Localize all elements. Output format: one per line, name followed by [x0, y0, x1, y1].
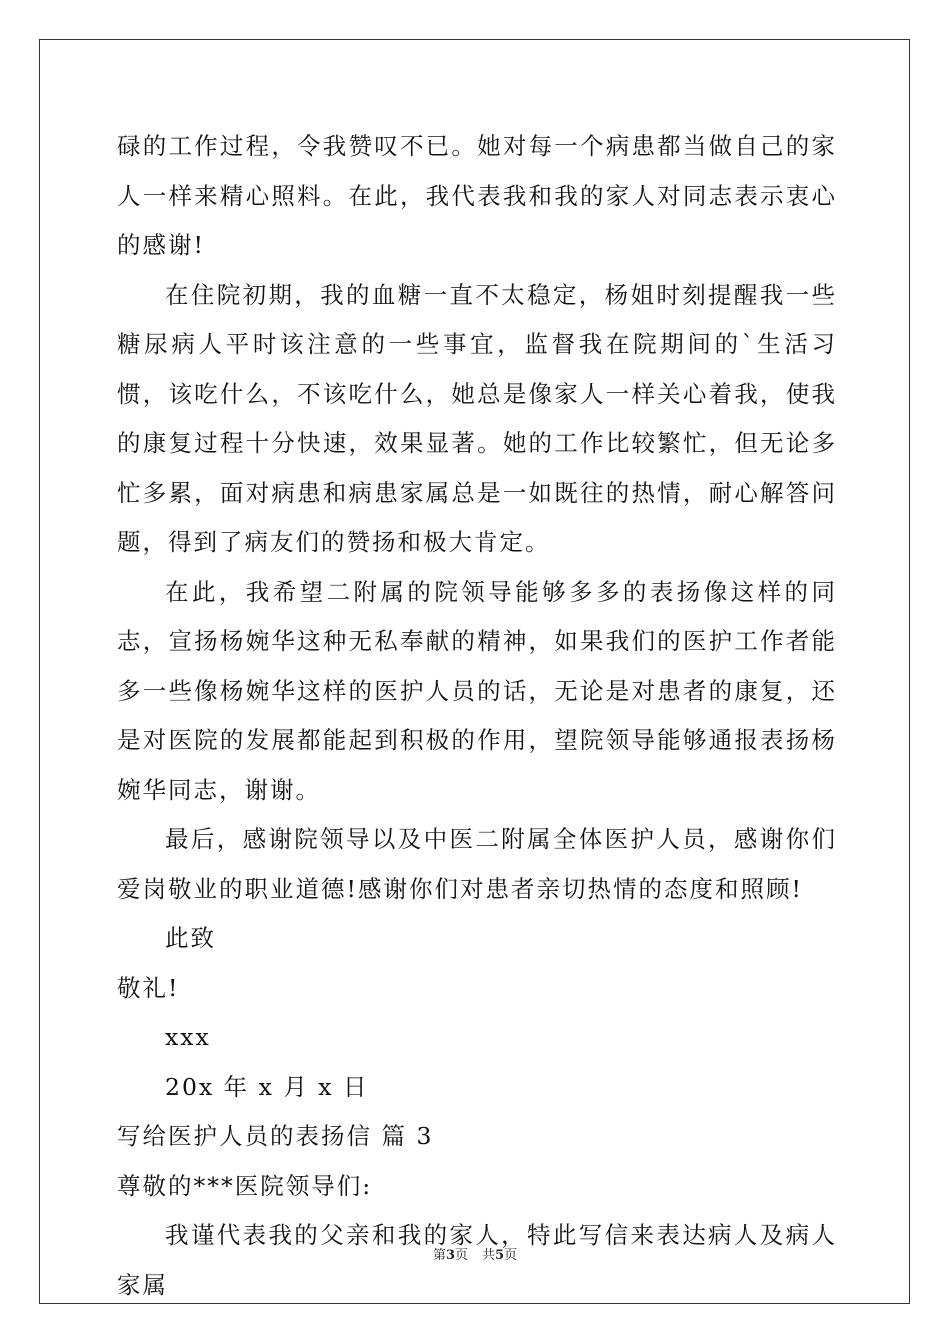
paragraph: 碌的工作过程，令我赞叹不已。她对每一个病患都当做自己的家人一样来精心照料。在此，我代表我和我的家人对同志表示衷心的感谢! — [117, 132, 837, 259]
page-suffix: 页 — [454, 1248, 468, 1263]
total-suffix: 页 — [504, 1248, 518, 1263]
page-prefix: 第 — [432, 1248, 446, 1263]
total-pages: 5 — [495, 1248, 505, 1263]
signature: xxx — [165, 1023, 211, 1051]
letter-greeting: 尊敬的***医院领导们: — [117, 1171, 373, 1200]
paragraph: 在此，我希望二附属的院领导能够多多的表扬像这样的同志，宣扬杨婉华这种无私奉献的精神，如果我们的医护工作者能多一些像杨婉华这样的医护人员的话，无论是对患者的康复，还是对医院的发展都能起到积极的作用，望院领导能够通报表扬杨婉华同志，谢谢。 — [117, 577, 837, 804]
page-number: 3 — [445, 1248, 455, 1263]
date-line: 20x 年 x 月 x 日 — [165, 1072, 369, 1101]
page-footer — [0, 1247, 950, 1265]
document-body — [117, 122, 837, 1310]
section-title: 写给医护人员的表扬信 篇 3 — [117, 1122, 434, 1150]
closing-regards: 敬礼! — [117, 973, 180, 1002]
closing-salutation: 此致 — [165, 924, 216, 952]
total-prefix: 共 — [482, 1248, 496, 1263]
paragraph: 最后，感谢院领导以及中医二附属全体医护人员，感谢你们爱岗敬业的职业道德!感谢你们对患者亲切热情的态度和照顾! — [117, 825, 837, 903]
paragraph: 我谨代表我的父亲和我的家人，特此写信来表达病人及病人家属 — [117, 1221, 837, 1299]
paragraph: 在住院初期，我的血糖一直不太稳定，杨姐时刻提醒我一些糖尿病人平时该注意的一些事宜，监督我在院期间的`生活习惯，该吃什么，不该吃什么，她总是像家人一样关心着我，使我的康复过程十分快速，效果显著。她的工作比较繁忙，但无论多忙多累，面对病患和病患家属总是一如既往的热情，耐心解答问题，得到了病友们的赞扬和极大肯定。 — [117, 280, 837, 556]
